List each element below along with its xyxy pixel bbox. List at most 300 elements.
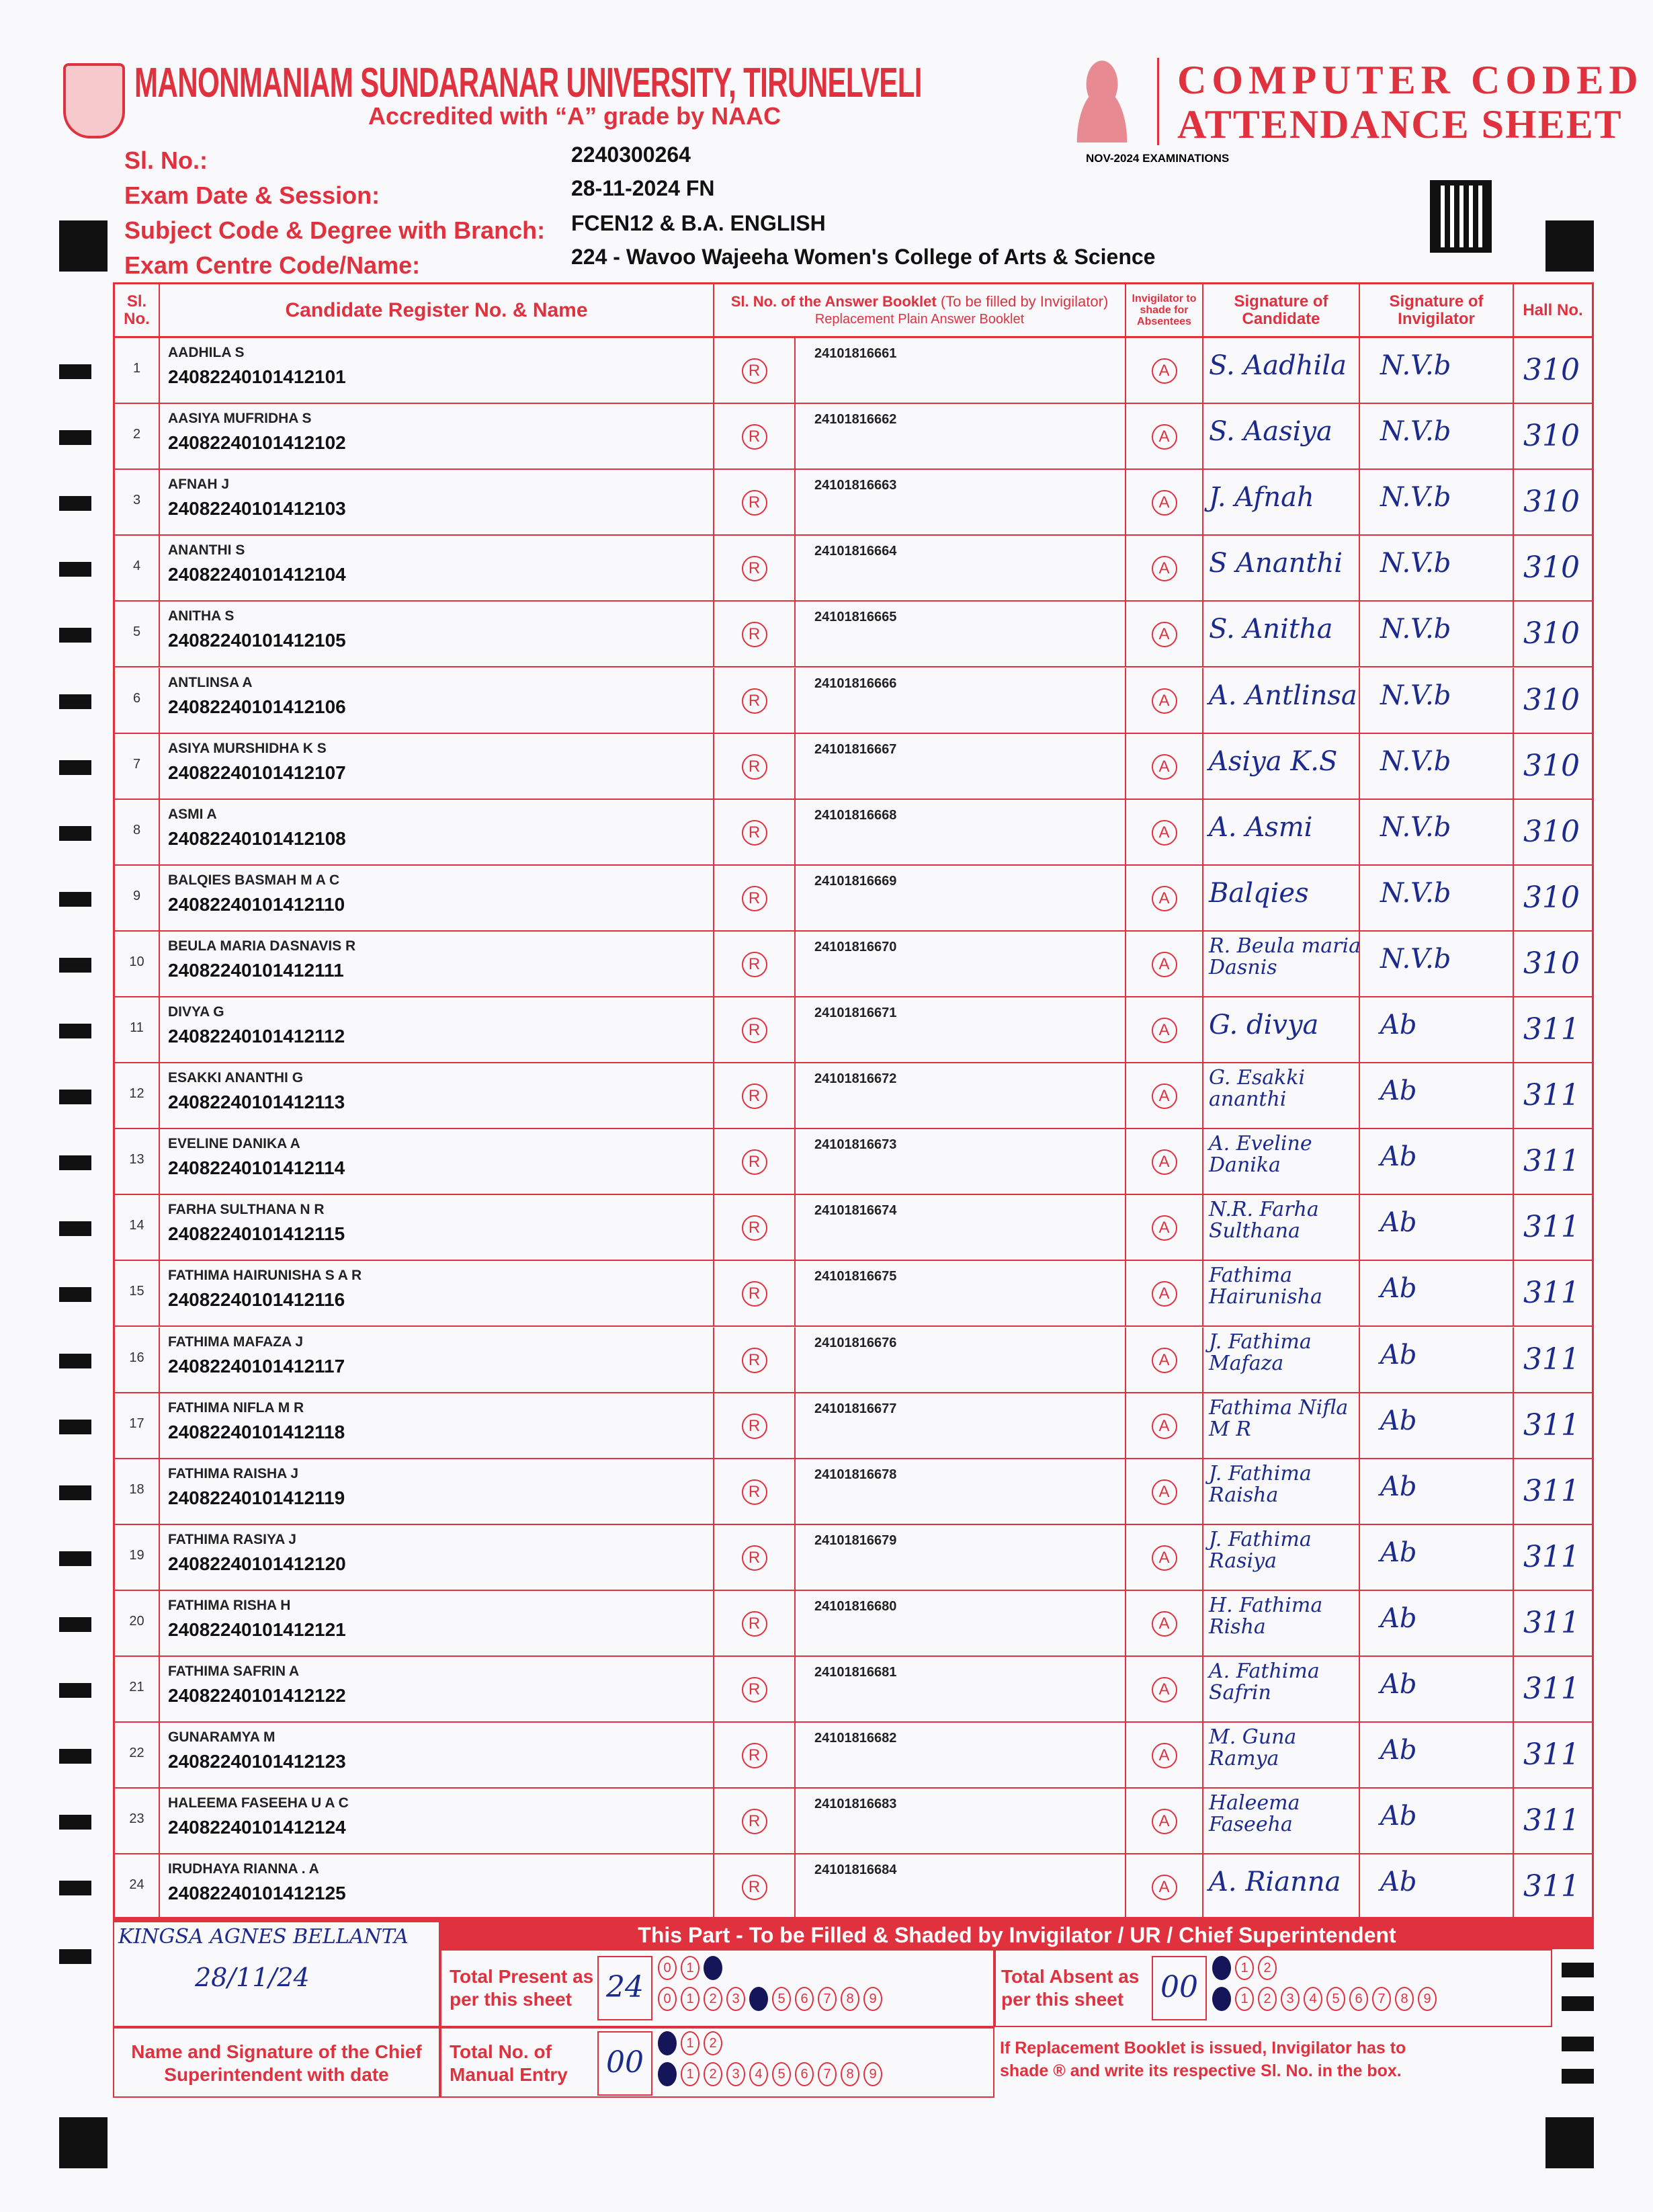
hall-cell xyxy=(1514,404,1592,470)
invigilator-signature-cell xyxy=(1360,1525,1514,1591)
total-present-section xyxy=(440,1949,994,2027)
hall-cell xyxy=(1514,734,1592,800)
invigilator-signature-cell xyxy=(1360,1789,1514,1854)
booklet-cell[interactable] xyxy=(796,1723,1126,1789)
booklet-cell[interactable] xyxy=(796,1261,1126,1327)
chief-signature-box xyxy=(113,1921,440,2027)
candidate-name: FATHIMA MAFAZA J xyxy=(168,1334,304,1350)
units-bubble-8[interactable]: 8 xyxy=(1395,1987,1414,2011)
absent-bubble[interactable]: A xyxy=(1152,1149,1177,1175)
replacement-bubble[interactable]: R xyxy=(742,820,767,846)
replacement-bubble[interactable]: R xyxy=(742,1018,767,1043)
table-row xyxy=(115,1327,1592,1393)
absent-cell xyxy=(1126,1327,1203,1393)
invigilator-signature-cell xyxy=(1360,1591,1514,1657)
absent-bubble[interactable]: A xyxy=(1152,1018,1177,1043)
replacement-bubble[interactable]: R xyxy=(742,1215,767,1241)
absent-bubble[interactable]: A xyxy=(1152,886,1177,911)
replacement-bubble[interactable]: R xyxy=(742,952,767,977)
register-number: 24082240101412108 xyxy=(168,827,346,849)
row-sl: 13 xyxy=(115,1129,160,1195)
absent-cell xyxy=(1126,1063,1203,1129)
units-bubble-0[interactable]: 0 xyxy=(658,1987,677,2011)
replacement-bubble[interactable]: R xyxy=(742,1348,767,1373)
replacement-bubble[interactable]: R xyxy=(742,754,767,780)
units-bubble-4[interactable]: 4 xyxy=(1304,1987,1322,2011)
table-row xyxy=(115,997,1592,1063)
candidate-signature: J. Fathima Rasiya xyxy=(1209,1527,1312,1573)
absent-bubble[interactable]: A xyxy=(1152,556,1177,581)
absent-bubble[interactable]: A xyxy=(1152,820,1177,846)
absent-bubble[interactable]: A xyxy=(1152,424,1177,450)
booklet-cell[interactable] xyxy=(796,1657,1126,1723)
absent-cell xyxy=(1126,932,1203,997)
register-number: 24082240101412122 xyxy=(168,1685,346,1706)
candidate-name: HALEEMA FASEEHA U A C xyxy=(168,1795,349,1811)
table-row xyxy=(115,338,1592,404)
invigilator-signature-cell xyxy=(1360,1459,1514,1525)
units-bubble-3[interactable]: 3 xyxy=(726,2062,745,2086)
table-row xyxy=(115,1261,1592,1327)
chief-label-box xyxy=(113,2027,440,2098)
replacement-bubble[interactable]: R xyxy=(742,886,767,911)
units-bubble-2[interactable]: 2 xyxy=(1258,1987,1277,2011)
hall-number: 310 xyxy=(1523,814,1580,849)
sheet-title-line2: ATTENDANCE SHEET xyxy=(1177,102,1623,147)
timing-mark xyxy=(59,1221,91,1236)
timing-mark xyxy=(59,220,108,272)
sl-no-label: Sl. No.: xyxy=(124,147,208,174)
invigilator-signature: Ab xyxy=(1380,1669,1417,1700)
invigilator-signature-cell xyxy=(1360,734,1514,800)
absent-cell xyxy=(1126,470,1203,536)
col-booklet xyxy=(714,284,1126,336)
row-sl: 21 xyxy=(115,1657,160,1723)
absent-cell xyxy=(1126,404,1203,470)
total-absent-section xyxy=(994,1949,1552,2027)
candidate-signature: Fathima Nifla M R xyxy=(1209,1395,1349,1441)
table-row xyxy=(115,1591,1592,1657)
register-number: 24082240101412116 xyxy=(168,1289,345,1311)
invigilator-signature: N.V.b xyxy=(1380,877,1451,909)
hall-number: 310 xyxy=(1523,616,1580,651)
booklet-cell[interactable] xyxy=(796,800,1126,866)
candidate-cell xyxy=(160,404,714,470)
hall-number: 311 xyxy=(1523,1276,1580,1311)
units-bubble-6[interactable]: 6 xyxy=(795,1987,814,2011)
timing-mark xyxy=(59,1287,91,1302)
candidate-name: FATHIMA RISHA H xyxy=(168,1597,291,1613)
accreditation: Accredited with “A” grade by NAAC xyxy=(368,102,781,130)
booklet-cell[interactable] xyxy=(796,1393,1126,1459)
invigilator-signature-cell xyxy=(1360,404,1514,470)
row-sl: 23 xyxy=(115,1789,160,1854)
absent-bubble[interactable]: A xyxy=(1152,1281,1177,1307)
units-bubble-9[interactable]: 9 xyxy=(863,1987,882,2011)
row-sl: 10 xyxy=(115,932,160,997)
absent-cell xyxy=(1126,1525,1203,1591)
absent-bubble[interactable]: A xyxy=(1152,1215,1177,1241)
units-bubble-3[interactable]: 3 xyxy=(726,1987,745,2011)
invigilator-signature-cell xyxy=(1360,800,1514,866)
timing-mark xyxy=(59,1749,91,1764)
table-row xyxy=(115,800,1592,866)
absent-bubble[interactable]: A xyxy=(1152,1479,1177,1505)
table-row xyxy=(115,602,1592,667)
invigilator-signature: Ab xyxy=(1380,1010,1417,1040)
timing-mark xyxy=(59,628,91,643)
replacement-bubble[interactable]: R xyxy=(742,1281,767,1307)
row-sl: 3 xyxy=(115,470,160,536)
candidate-signature: A. Asmi xyxy=(1209,811,1313,843)
register-number: 24082240101412125 xyxy=(168,1883,346,1904)
hall-number: 311 xyxy=(1523,1407,1580,1442)
table-row xyxy=(115,1129,1592,1195)
replacement-bubble[interactable]: R xyxy=(742,1545,767,1571)
booklet-number: 24101816680 xyxy=(814,1598,897,1614)
manual-label: Total No. of Manual Entry xyxy=(450,2041,568,2085)
table-row xyxy=(115,536,1592,602)
tens-bubble-1[interactable]: 1 xyxy=(681,2031,700,2055)
candidate-cell xyxy=(160,536,714,602)
booklet-cell[interactable] xyxy=(796,1195,1126,1261)
booklet-number: 24101816666 xyxy=(814,675,897,691)
candidate-name: DIVYA G xyxy=(168,1004,224,1020)
absent-bubble[interactable]: A xyxy=(1152,622,1177,647)
hall-number: 311 xyxy=(1523,1078,1580,1113)
replacement-bubble[interactable]: R xyxy=(742,1875,767,1900)
register-number: 24082240101412120 xyxy=(168,1553,346,1574)
candidate-name: AASIYA MUFRIDHA S xyxy=(168,411,312,427)
candidate-signature-cell xyxy=(1203,470,1360,536)
timing-mark xyxy=(59,892,91,907)
candidate-name: ESAKKI ANANTHI G xyxy=(168,1070,304,1086)
hall-number: 310 xyxy=(1523,748,1580,783)
chief-label: Name and Signature of the Chief Superintendent with date xyxy=(131,2041,422,2085)
booklet-number: 24101816678 xyxy=(814,1467,897,1482)
candidate-cell xyxy=(160,1657,714,1723)
booklet-cell[interactable] xyxy=(796,536,1126,602)
booklet-cell[interactable] xyxy=(796,997,1126,1063)
hall-cell xyxy=(1514,338,1592,404)
booklet-cell[interactable] xyxy=(796,602,1126,667)
absent-bubble[interactable]: A xyxy=(1152,1083,1177,1109)
absent-bubble[interactable]: A xyxy=(1152,1743,1177,1768)
tens-bubble-2[interactable] xyxy=(704,1956,722,1980)
timing-mark xyxy=(1545,220,1594,272)
table-row xyxy=(115,1459,1592,1525)
hall-cell xyxy=(1514,1525,1592,1591)
table-row xyxy=(115,470,1592,536)
hall-cell xyxy=(1514,1723,1592,1789)
replacement-bubble[interactable]: R xyxy=(742,556,767,581)
absent-cell xyxy=(1126,602,1203,667)
booklet-number: 24101816675 xyxy=(814,1269,897,1284)
invigilator-signature: Ab xyxy=(1380,1207,1417,1239)
booklet-cell[interactable] xyxy=(796,668,1126,734)
candidate-signature: Haleema Faseeha xyxy=(1209,1791,1300,1837)
manual-bubbles[interactable] xyxy=(658,2031,886,2086)
replacement-bubble[interactable]: R xyxy=(742,1414,767,1439)
row-sl: 5 xyxy=(115,602,160,667)
qr-code xyxy=(1430,180,1492,253)
absent-bubble[interactable]: A xyxy=(1152,490,1177,516)
absent-cell xyxy=(1126,1591,1203,1657)
units-bubble-6[interactable]: 6 xyxy=(795,2062,814,2086)
candidate-signature: S. Anitha xyxy=(1209,614,1333,645)
replacement-bubble[interactable]: R xyxy=(742,1479,767,1505)
replacement-bubble[interactable]: R xyxy=(742,622,767,647)
absent-bubble[interactable]: A xyxy=(1152,952,1177,977)
units-bubble-9[interactable]: 9 xyxy=(1418,1987,1437,2011)
units-bubble-5[interactable]: 5 xyxy=(1326,1987,1345,2011)
booklet-cell[interactable] xyxy=(796,932,1126,997)
units-bubble-3[interactable]: 3 xyxy=(1281,1987,1300,2011)
booklet-cell[interactable] xyxy=(796,1525,1126,1591)
absent-bubble[interactable]: A xyxy=(1152,1545,1177,1571)
replacement-cell xyxy=(714,1657,796,1723)
invigilator-signature: Ab xyxy=(1380,1537,1417,1568)
replacement-bubble[interactable]: R xyxy=(742,688,767,714)
candidate-cell xyxy=(160,1854,714,1920)
row-sl: 4 xyxy=(115,536,160,602)
absent-entry: 00 xyxy=(1152,1956,1207,2020)
hall-cell xyxy=(1514,1261,1592,1327)
replacement-bubble[interactable]: R xyxy=(742,1083,767,1109)
candidate-name: ASMI A xyxy=(168,806,217,822)
absent-bubble[interactable]: A xyxy=(1152,1348,1177,1373)
register-number: 24082240101412123 xyxy=(168,1751,346,1772)
units-bubble-5[interactable]: 5 xyxy=(772,1987,791,2011)
timing-mark xyxy=(1545,2117,1594,2168)
units-bubble-7[interactable]: 7 xyxy=(1372,1987,1391,2011)
timing-mark xyxy=(59,1551,91,1566)
replacement-cell xyxy=(714,668,796,734)
replacement-bubble[interactable]: R xyxy=(742,490,767,516)
timing-mark xyxy=(59,1024,91,1038)
row-sl: 19 xyxy=(115,1525,160,1591)
tens-bubble-0[interactable] xyxy=(1212,1956,1231,1980)
units-bubble-0[interactable] xyxy=(1212,1987,1231,2011)
hall-number: 310 xyxy=(1523,682,1580,717)
booklet-number: 24101816676 xyxy=(814,1335,897,1350)
candidate-cell xyxy=(160,602,714,667)
units-bubble-1[interactable]: 1 xyxy=(681,2062,700,2086)
candidate-name: AFNAH J xyxy=(168,477,230,493)
candidate-signature-cell xyxy=(1203,1525,1360,1591)
tens-bubble-1[interactable]: 1 xyxy=(681,1956,700,1980)
table-row xyxy=(115,1063,1592,1129)
replacement-cell xyxy=(714,997,796,1063)
units-bubble-1[interactable]: 1 xyxy=(681,1987,700,2011)
booklet-cell[interactable] xyxy=(796,866,1126,932)
candidate-name: FATHIMA RASIYA J xyxy=(168,1531,296,1547)
candidate-signature-cell xyxy=(1203,932,1360,997)
units-bubble-7[interactable]: 7 xyxy=(818,1987,837,2011)
booklet-number: 24101816677 xyxy=(814,1401,897,1416)
row-sl: 18 xyxy=(115,1459,160,1525)
invigilator-signature-cell xyxy=(1360,536,1514,602)
invigilator-signature-cell xyxy=(1360,1129,1514,1195)
absent-label: Total Absent as per this sheet xyxy=(1001,1966,1140,2010)
replacement-bubble[interactable]: R xyxy=(742,1809,767,1834)
booklet-number: 24101816684 xyxy=(814,1862,897,1878)
invigilator-signature: Ab xyxy=(1380,1075,1417,1107)
register-number: 24082240101412118 xyxy=(168,1421,345,1442)
hall-number: 311 xyxy=(1523,1539,1580,1574)
timing-mark xyxy=(59,1420,91,1434)
booklet-cell[interactable] xyxy=(796,1591,1126,1657)
col-sl: Sl. No. xyxy=(115,284,160,336)
invigilator-banner: This Part - To be Filled & Shaded by Invigilator / UR / Chief Superintendent xyxy=(440,1921,1594,1949)
booklet-number: 24101816679 xyxy=(814,1532,897,1548)
portrait-emblem xyxy=(1063,59,1141,142)
units-bubble-8[interactable]: 8 xyxy=(841,2062,859,2086)
tens-bubble-2[interactable]: 2 xyxy=(1258,1956,1277,1980)
tens-bubble-0[interactable] xyxy=(658,2031,677,2055)
hall-number: 311 xyxy=(1523,1342,1580,1377)
hall-cell xyxy=(1514,536,1592,602)
booklet-number: 24101816673 xyxy=(814,1137,897,1153)
hall-number: 311 xyxy=(1523,1869,1580,1904)
booklet-cell[interactable] xyxy=(796,1459,1126,1525)
replacement-bubble[interactable]: R xyxy=(742,358,767,384)
candidate-cell xyxy=(160,1393,714,1459)
booklet-cell[interactable] xyxy=(796,404,1126,470)
subject-value: FCEN12 & B.A. ENGLISH xyxy=(571,211,826,235)
register-number: 24082240101412101 xyxy=(168,366,346,387)
absent-bubble[interactable]: A xyxy=(1152,358,1177,384)
sheet-title-line1: COMPUTER CODED xyxy=(1177,58,1644,102)
units-bubble-2[interactable]: 2 xyxy=(704,1987,722,2011)
candidate-signature-cell xyxy=(1203,866,1360,932)
absent-bubble[interactable]: A xyxy=(1152,1414,1177,1439)
booklet-cell[interactable] xyxy=(796,338,1126,404)
absent-bubble[interactable]: A xyxy=(1152,1611,1177,1637)
booklet-cell[interactable] xyxy=(796,1129,1126,1195)
hall-cell xyxy=(1514,1789,1592,1854)
candidate-signature: N.R. Farha Sulthana xyxy=(1209,1198,1319,1243)
booklet-number: 24101816668 xyxy=(814,807,897,823)
units-bubble-9[interactable]: 9 xyxy=(863,2062,882,2086)
candidate-cell xyxy=(160,470,714,536)
hall-cell xyxy=(1514,866,1592,932)
booklet-cell[interactable] xyxy=(796,470,1126,536)
candidate-signature-cell xyxy=(1203,1657,1360,1723)
units-bubble-2[interactable]: 2 xyxy=(704,2062,722,2086)
hall-cell xyxy=(1514,1854,1592,1920)
invigilator-signature-cell xyxy=(1360,1393,1514,1459)
replacement-bubble[interactable]: R xyxy=(742,424,767,450)
invigilator-signature: Ab xyxy=(1380,1141,1417,1173)
hall-number: 310 xyxy=(1523,485,1580,520)
timing-mark xyxy=(59,1090,91,1104)
hall-number: 311 xyxy=(1523,1012,1580,1047)
absent-bubble[interactable]: A xyxy=(1152,1875,1177,1900)
candidate-signature: G. Esakki ananthi xyxy=(1209,1066,1306,1112)
absent-cell xyxy=(1126,734,1203,800)
register-number: 24082240101412114 xyxy=(168,1157,345,1179)
manual-entry: 00 xyxy=(597,2031,652,2096)
absent-cell xyxy=(1126,668,1203,734)
units-bubble-7[interactable]: 7 xyxy=(818,2062,837,2086)
replacement-cell xyxy=(714,734,796,800)
tens-bubble-0[interactable]: 0 xyxy=(658,1956,677,1980)
register-number: 24082240101412113 xyxy=(168,1092,345,1113)
candidate-cell xyxy=(160,866,714,932)
exam-label: NOV-2024 EXAMINATIONS xyxy=(1086,152,1230,165)
replacement-cell xyxy=(714,866,796,932)
invigilator-signature: N.V.b xyxy=(1380,482,1451,514)
candidate-cell xyxy=(160,997,714,1063)
table-row xyxy=(115,404,1592,470)
absent-bubbles[interactable] xyxy=(1212,1956,1441,2011)
units-bubble-0[interactable] xyxy=(658,2062,677,2086)
units-bubble-1[interactable]: 1 xyxy=(1235,1987,1254,2011)
chief-signature: 28/11/24 xyxy=(195,1963,310,1992)
absent-bubble[interactable]: A xyxy=(1152,1809,1177,1834)
booklet-cell[interactable] xyxy=(796,1854,1126,1920)
table-row xyxy=(115,866,1592,932)
units-bubble-8[interactable]: 8 xyxy=(841,1987,859,2011)
booklet-number: 24101816663 xyxy=(814,478,897,493)
replacement-bubble[interactable]: R xyxy=(742,1149,767,1175)
row-sl: 7 xyxy=(115,734,160,800)
hall-cell xyxy=(1514,1327,1592,1393)
units-bubble-4[interactable] xyxy=(749,1987,768,2011)
absent-cell xyxy=(1126,1393,1203,1459)
candidate-signature-cell xyxy=(1203,404,1360,470)
present-bubbles[interactable] xyxy=(658,1956,886,2011)
register-number: 24082240101412107 xyxy=(168,762,346,783)
table-row xyxy=(115,1789,1592,1854)
replacement-bubble[interactable]: R xyxy=(742,1611,767,1637)
replacement-bubble[interactable]: R xyxy=(742,1677,767,1703)
replacement-bubble[interactable]: R xyxy=(742,1743,767,1768)
units-bubble-5[interactable]: 5 xyxy=(772,2062,791,2086)
sl-no-value: 2240300264 xyxy=(571,142,691,167)
hall-number: 311 xyxy=(1523,1672,1580,1706)
candidate-cell xyxy=(160,1789,714,1854)
candidate-name: AADHILA S xyxy=(168,345,245,360)
candidate-signature-cell xyxy=(1203,1195,1360,1261)
candidate-cell xyxy=(160,1525,714,1591)
absent-cell xyxy=(1126,1195,1203,1261)
booklet-cell[interactable] xyxy=(796,1327,1126,1393)
invigilator-signature: N.V.b xyxy=(1380,416,1451,448)
table-row xyxy=(115,668,1592,734)
absent-bubble[interactable]: A xyxy=(1152,1677,1177,1703)
units-bubble-4[interactable]: 4 xyxy=(749,2062,768,2086)
booklet-cell[interactable] xyxy=(796,734,1126,800)
absent-bubble[interactable]: A xyxy=(1152,688,1177,714)
candidate-name: GUNARAMYA M xyxy=(168,1729,276,1746)
candidate-signature: A. Fathima Safrin xyxy=(1209,1660,1320,1705)
replacement-cell xyxy=(714,1129,796,1195)
invigilator-signature: Ab xyxy=(1380,1405,1417,1436)
units-bubble-6[interactable]: 6 xyxy=(1349,1987,1368,2011)
booklet-cell[interactable] xyxy=(796,1063,1126,1129)
absent-cell xyxy=(1126,1129,1203,1195)
timing-mark xyxy=(59,1881,91,1895)
tens-bubble-2[interactable]: 2 xyxy=(704,2031,722,2055)
tens-bubble-1[interactable]: 1 xyxy=(1235,1956,1254,1980)
booklet-number: 24101816682 xyxy=(814,1731,897,1746)
replacement-cell xyxy=(714,338,796,404)
timing-mark xyxy=(59,1354,91,1368)
booklet-cell[interactable] xyxy=(796,1789,1126,1854)
absent-bubble[interactable]: A xyxy=(1152,754,1177,780)
